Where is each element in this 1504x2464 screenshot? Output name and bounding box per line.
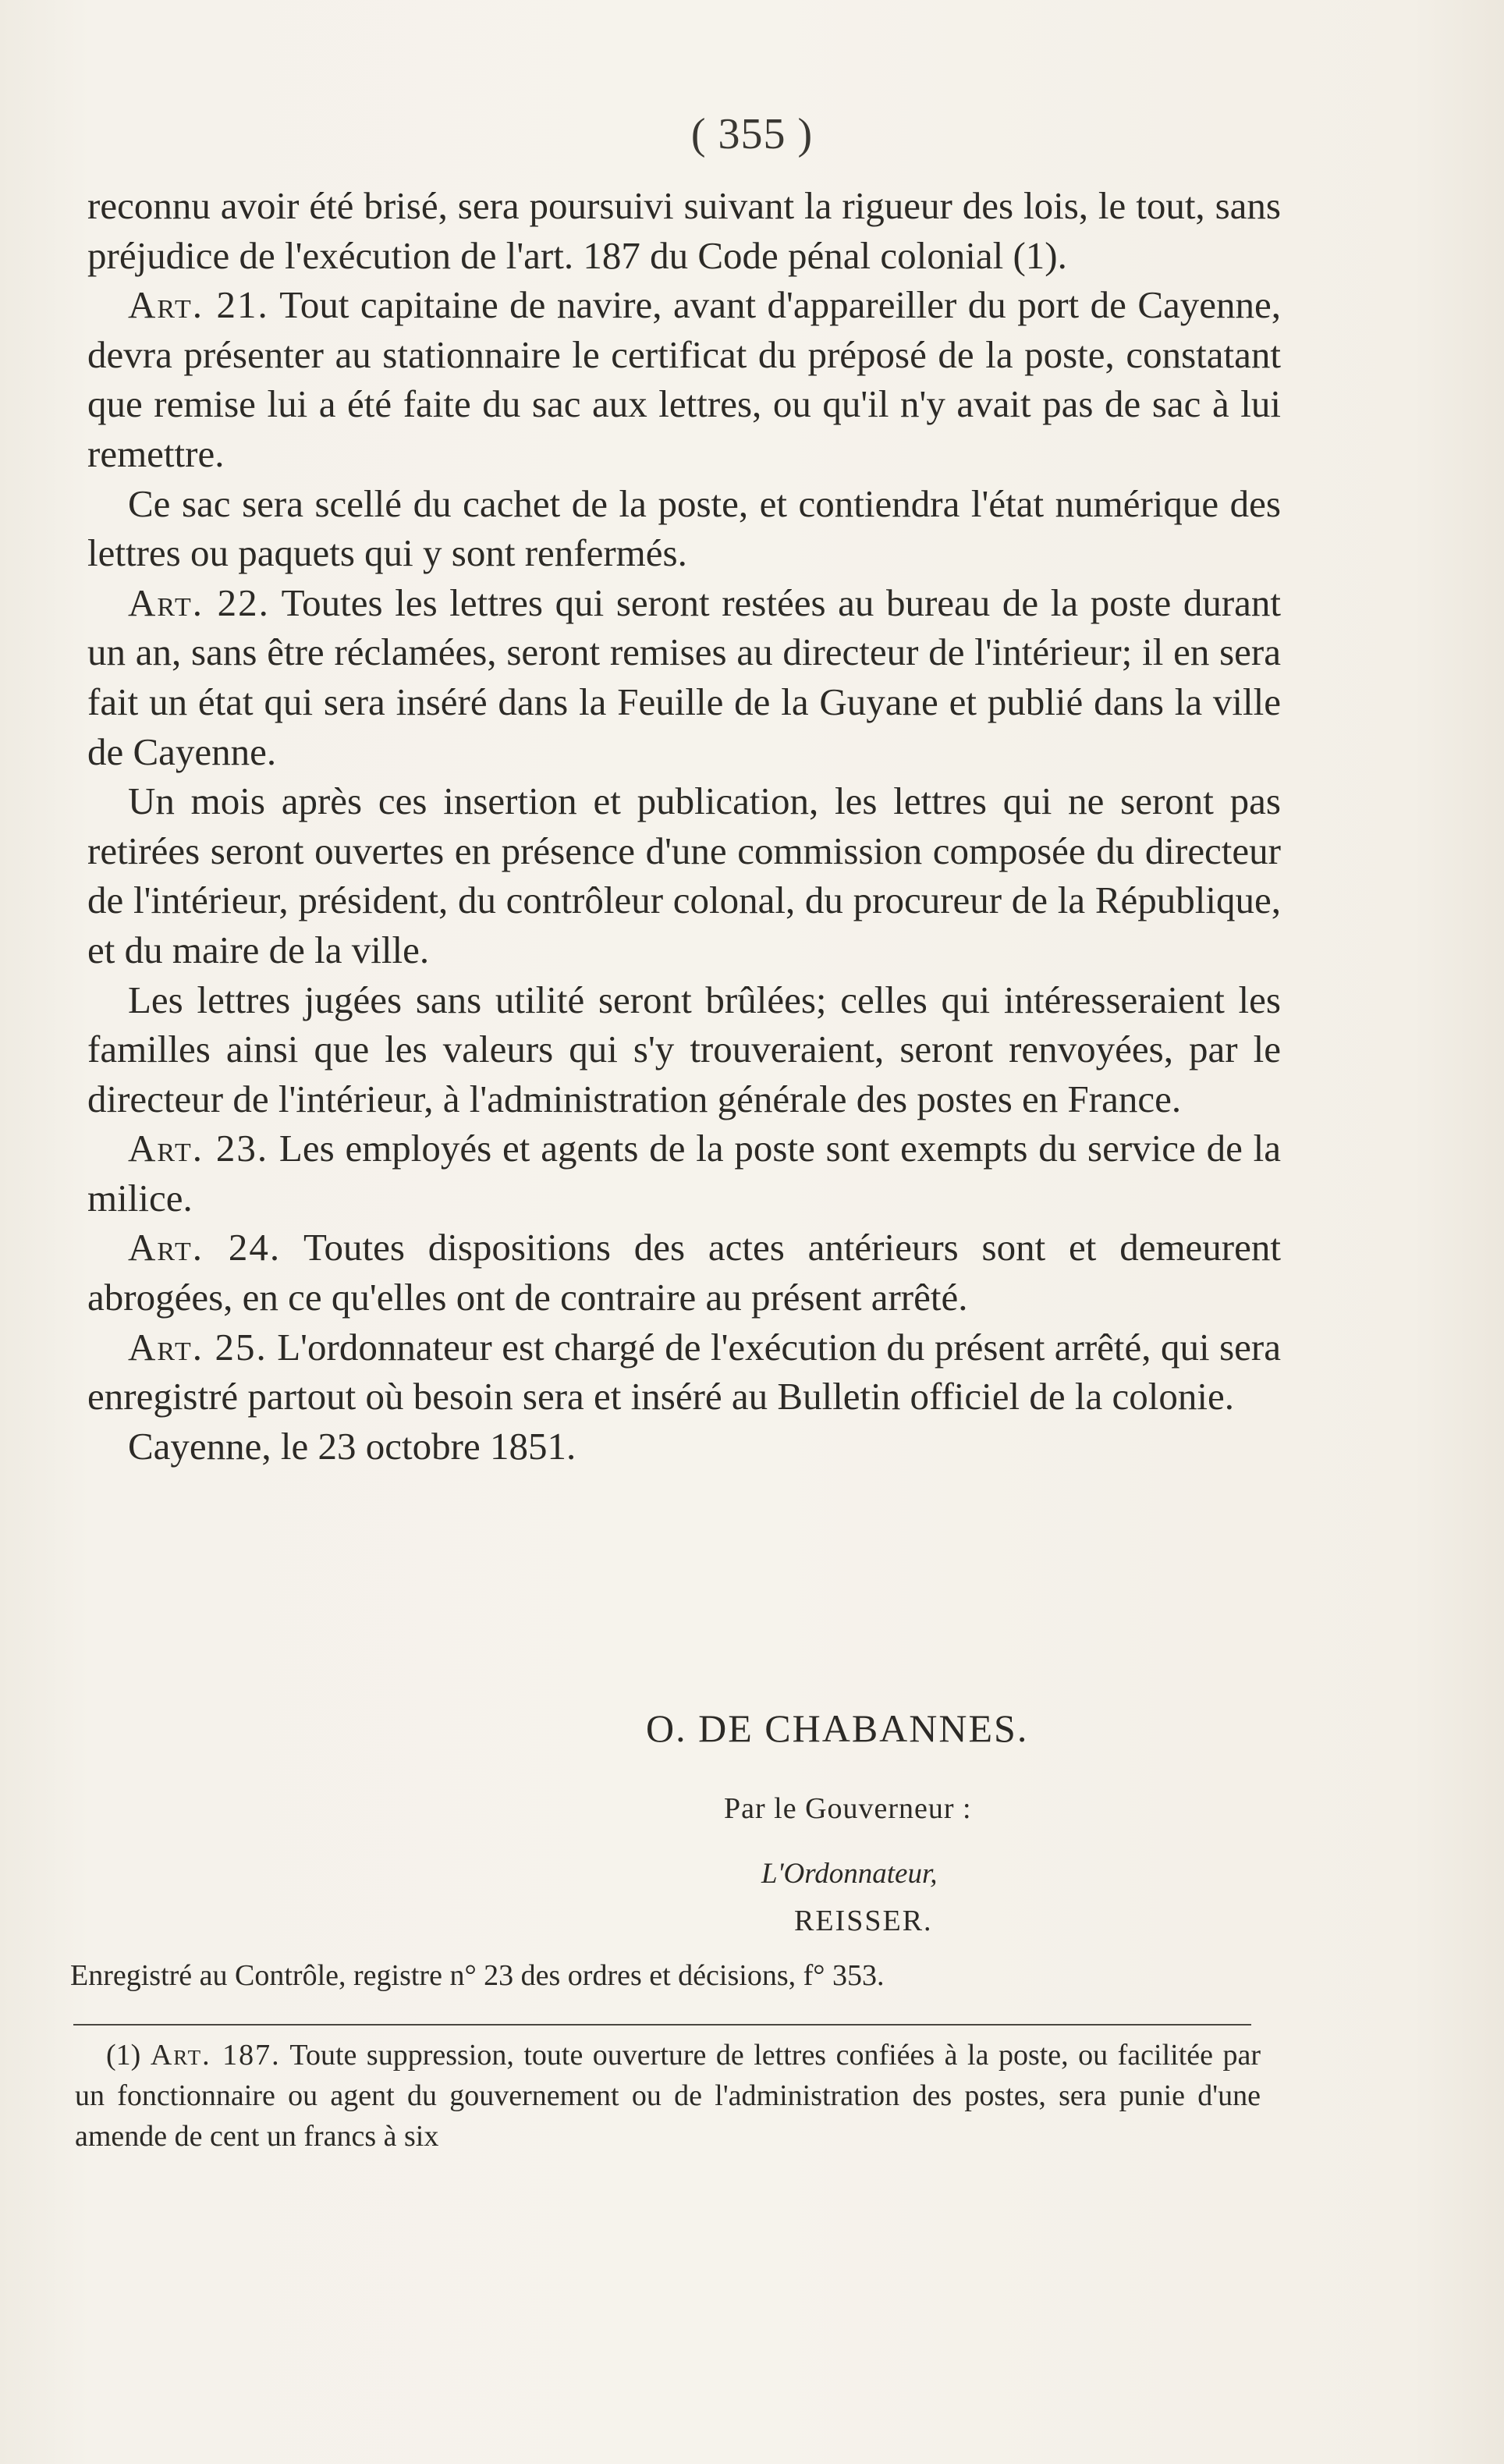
paragraph-text: Les employés et agents de la poste sont exempts du service de la milice. [87, 1127, 1281, 1220]
article-21 [87, 280, 1281, 478]
paragraph-lettres-jugees [87, 975, 1281, 1124]
paragraph-text: Un mois après ces insertion et publication, les lettres qui ne seront pas retirées seront ouvertes en présence d'une commission composée du directeur de l'intérieur, président, du contrôleur colonal, du procureur de la République, et du maire de la ville. [87, 779, 1281, 971]
article-24 [87, 1223, 1281, 1322]
article-22 [87, 578, 1281, 776]
paragraph-text: L'ordonnateur est chargé de l'exécution du présent arrêté, qui sera enregistré partout où besoin sera et inséré au Bulletin officiel de la colonie. [87, 1325, 1281, 1418]
footnote-article-label: Art. 187. [150, 2039, 281, 2072]
article-label: Art. 22. [128, 580, 270, 624]
article-label: Art. 24. [128, 1226, 282, 1269]
main-text [87, 181, 1281, 1471]
par-le-gouverneur: Par le Gouverneur : [724, 1792, 972, 1825]
article-label: Art. 25. [128, 1325, 268, 1369]
signature-chabannes: O. DE CHABANNES. [646, 1706, 1029, 1750]
footnote-paragraph [75, 2035, 1261, 2157]
footnote-text: Toute suppression, toute ouverture de lettres confiées à la poste, ou facilitée par un fonctionnaire ou agent du gouvernement ou de l'administration des postes, sera punie d'une amende de cent un francs à six [75, 2039, 1261, 2153]
article-label: Art. 21. [128, 283, 269, 327]
article-25 [87, 1323, 1281, 1422]
signature-reisser: REISSER. [794, 1905, 933, 1937]
date-line: Cayenne, le 23 octobre 1851. [128, 1424, 576, 1468]
ordonnateur-title: L'Ordonnateur, [761, 1858, 938, 1890]
paragraph-text: Toutes dispositions des actes antérieurs sont et demeurent abrogées, en ce qu'elles ont de contraire au présent arrêté. [87, 1226, 1281, 1319]
paragraph-text: reconnu avoir été brisé, sera poursuivi suivant la rigueur des lois, le tout, sans préjudice de l'exécution de l'art. 187 du Code pénal colonial (1). [87, 184, 1281, 277]
paragraph-text: Toutes les lettres qui seront restées au bureau de la poste durant un an, sans être réclamées, seront remises au directeur de l'intérieur; il en sera fait un état qui sera inséré dans la Feuille de la Guyane et publié dans la ville de Cayenne. [87, 580, 1281, 773]
paragraph-sac [87, 479, 1281, 578]
footnote [75, 2035, 1261, 2157]
paragraph-un-mois [87, 776, 1281, 975]
footnote-marker: (1) [106, 2039, 141, 2072]
footnote-divider [73, 2024, 1251, 2026]
paragraph-text: Ce sac sera scellé du cachet de la poste, et contiendra l'état numérique des lettres ou paquets qui y sont renfermés. [87, 481, 1281, 575]
page-number: ( 355 ) [690, 110, 814, 158]
paragraph-continuation [87, 181, 1281, 280]
article-label: Art. 23. [128, 1127, 269, 1170]
paragraph-text: Les lettres jugées sans utilité seront brûlées; celles qui intéresseraient les familles ainsi que les valeurs qui s'y trouveraient, seront renvoyées, par le directeur de l'intérieur, à l'administration générale des postes en France. [87, 978, 1281, 1120]
article-23 [87, 1124, 1281, 1223]
registration-note: Enregistré au Contrôle, registre n° 23 des ordres et décisions, f° 353. [70, 1959, 885, 1992]
paragraph-text: Tout capitaine de navire, avant d'appareiller du port de Cayenne, devra présenter au stationnaire le certificat du préposé de la poste, constatant que remise lui a été faite du sac aux lettres, ou qu'il n'y avait pas de sac à lui remettre. [87, 283, 1281, 475]
